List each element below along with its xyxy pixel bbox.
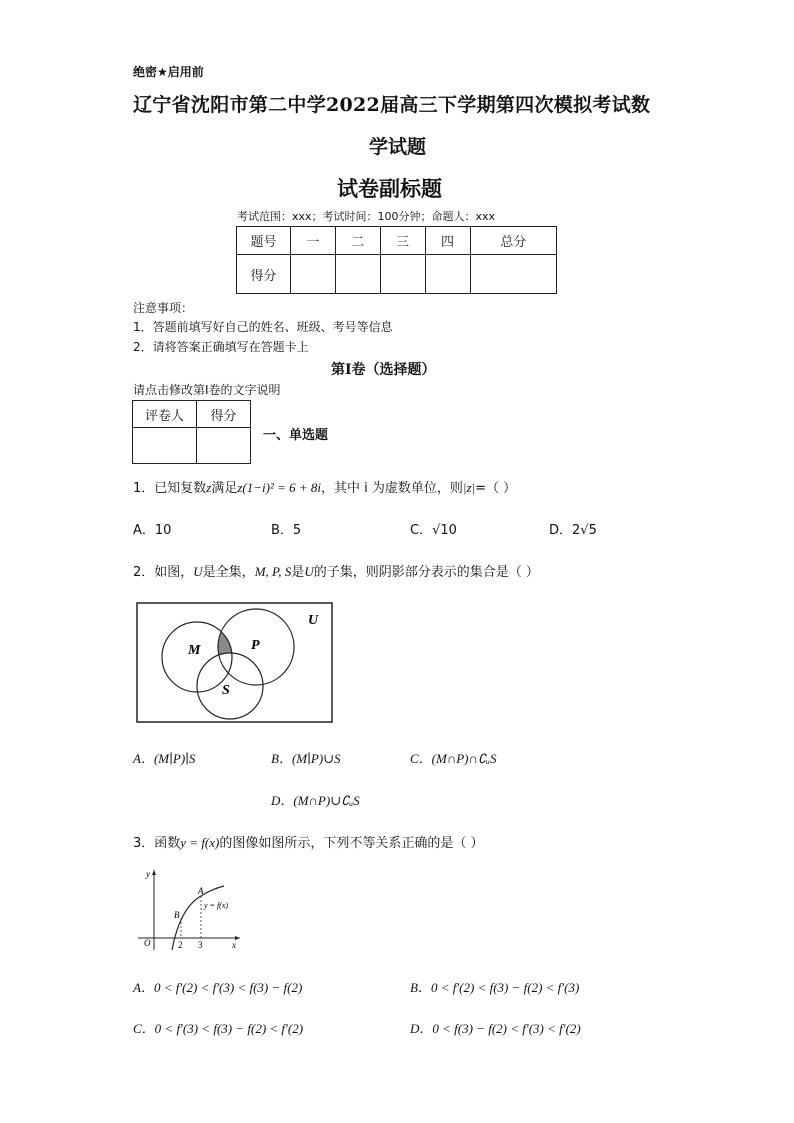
q1-option-c[interactable]: C．√10: [410, 523, 457, 538]
y-axis-arrow-icon: [152, 870, 156, 875]
exam-info: 考试范围：xxx；考试时间：100分钟；命题人：xxx: [237, 210, 496, 223]
curve-label: y = f(x): [204, 901, 229, 910]
q3-option-d-text: D．0 < f(3) − f(2) < f′(3) < f′(2): [410, 1021, 581, 1036]
q2-text: 是: [291, 565, 305, 580]
grader-score-label: 得分: [197, 401, 251, 428]
q1-text: 1．已知复数: [133, 481, 207, 496]
function-graph: [136, 866, 244, 952]
q2-option-c-text: C．(M∩P)∩∁ᵤS: [410, 751, 497, 766]
score-table-col-2: 二: [335, 227, 380, 255]
notes-title: 注意事项：: [133, 301, 194, 315]
grader-cell[interactable]: [133, 428, 197, 464]
score-table: [236, 226, 557, 294]
venn-label-u: U: [308, 613, 319, 628]
q3-text: 3．函数: [133, 836, 181, 851]
score-cell[interactable]: [380, 255, 425, 294]
tick-3-label: 3: [198, 940, 203, 950]
q2-var-u: U: [304, 564, 314, 579]
q2-vars: M, P, S: [254, 564, 292, 579]
grader-score-cell[interactable]: [197, 428, 251, 464]
score-cell[interactable]: [335, 255, 380, 294]
q1-expression: z(1−i)² = 6 + 8i: [237, 480, 322, 495]
q3-function: y = f(x): [180, 835, 220, 850]
venn-label-m: M: [188, 643, 201, 658]
q3-option-a[interactable]: [133, 977, 302, 996]
venn-universe-rect: [137, 603, 332, 722]
q3-option-d[interactable]: [410, 1018, 581, 1037]
score-table-col-total: 总分: [470, 227, 557, 255]
score-cell[interactable]: [470, 255, 557, 294]
exam-subtitle: 试卷副标题: [337, 176, 442, 201]
q1-text: ，其中 i 为虚数单位，则: [321, 481, 463, 496]
point-b-label: B: [174, 910, 180, 920]
part1-instruction: 请点击修改第I卷的文字说明: [133, 383, 281, 397]
venn-diagram: [136, 602, 334, 724]
point-a-label: A: [198, 886, 204, 896]
q3-option-c-text: C．0 < f′(3) < f(3) − f(2) < f′(2): [133, 1021, 304, 1036]
tick-2-label: 2: [178, 940, 183, 950]
q1-option-d[interactable]: D．2√5: [549, 523, 597, 538]
q1-abs-z: |z|: [462, 480, 476, 495]
notes-item: 2．请将答案正确填写在答题卡上: [133, 340, 309, 354]
score-table-col-1: 一: [291, 227, 336, 255]
q2-text: 是全集，: [202, 565, 255, 580]
question-1: [133, 477, 516, 496]
score-table-row-label: 得分: [237, 255, 291, 294]
q3-option-a-text: A．0 < f′(2) < f′(3) < f(3) − f(2): [133, 980, 303, 995]
q2-var-u: U: [193, 564, 203, 579]
notes-item: 1．答题前填写好自己的姓名、班级、考号等信息: [133, 320, 393, 334]
grader-table: [132, 400, 251, 464]
score-cell[interactable]: [425, 255, 470, 294]
score-table-col-4: 四: [425, 227, 470, 255]
venn-label-p: P: [251, 638, 260, 653]
score-table-header-label: 题号: [237, 227, 291, 255]
section-title: 一、单选题: [263, 428, 329, 443]
q2-text: 2．如图，: [133, 565, 194, 580]
q1-option-b[interactable]: B．5: [271, 523, 302, 538]
q3-option-c[interactable]: [133, 1018, 303, 1037]
y-axis-label: y: [146, 869, 150, 879]
q2-option-a-text: A．(M∣P)∣S: [133, 751, 196, 766]
q2-text: 的子集，则阴影部分表示的集合是（ ）: [313, 565, 539, 580]
q2-option-d-text: D．(M∩P)∪∁ᵤS: [271, 793, 360, 808]
exam-title-line2: 学试题: [369, 136, 427, 158]
q3-option-b[interactable]: [410, 977, 579, 996]
q1-text: =（ ）: [475, 481, 517, 496]
part1-title: 第I卷（选择题）: [331, 362, 436, 378]
exam-title-line1: 辽宁省沈阳市第二中学2022届高三下学期第四次模拟考试数: [133, 94, 651, 116]
score-cell[interactable]: [291, 255, 336, 294]
score-table-col-3: 三: [380, 227, 425, 255]
venn-label-s: S: [222, 683, 230, 698]
question-2: [133, 561, 539, 580]
question-3: [133, 832, 484, 851]
q1-option-a[interactable]: A．10: [133, 523, 172, 538]
q2-option-a[interactable]: [133, 748, 195, 767]
q2-option-c[interactable]: [410, 748, 496, 767]
q2-option-d[interactable]: [271, 790, 360, 809]
q1-text: 满足: [211, 481, 238, 496]
q2-option-b-text: B．(M∣P)∪S: [271, 751, 341, 766]
x-axis-label: x: [232, 940, 236, 950]
q3-option-b-text: B．0 < f′(2) < f(3) − f(2) < f′(3): [410, 980, 580, 995]
q2-option-b[interactable]: [271, 748, 341, 767]
origin-label: O: [144, 938, 151, 948]
grader-label: 评卷人: [133, 401, 197, 428]
q3-text: 的图像如图所示，下列不等关系正确的是（ ）: [219, 836, 484, 851]
confidential-label: 绝密★启用前: [133, 65, 204, 79]
q1-var-z: z: [206, 480, 212, 495]
